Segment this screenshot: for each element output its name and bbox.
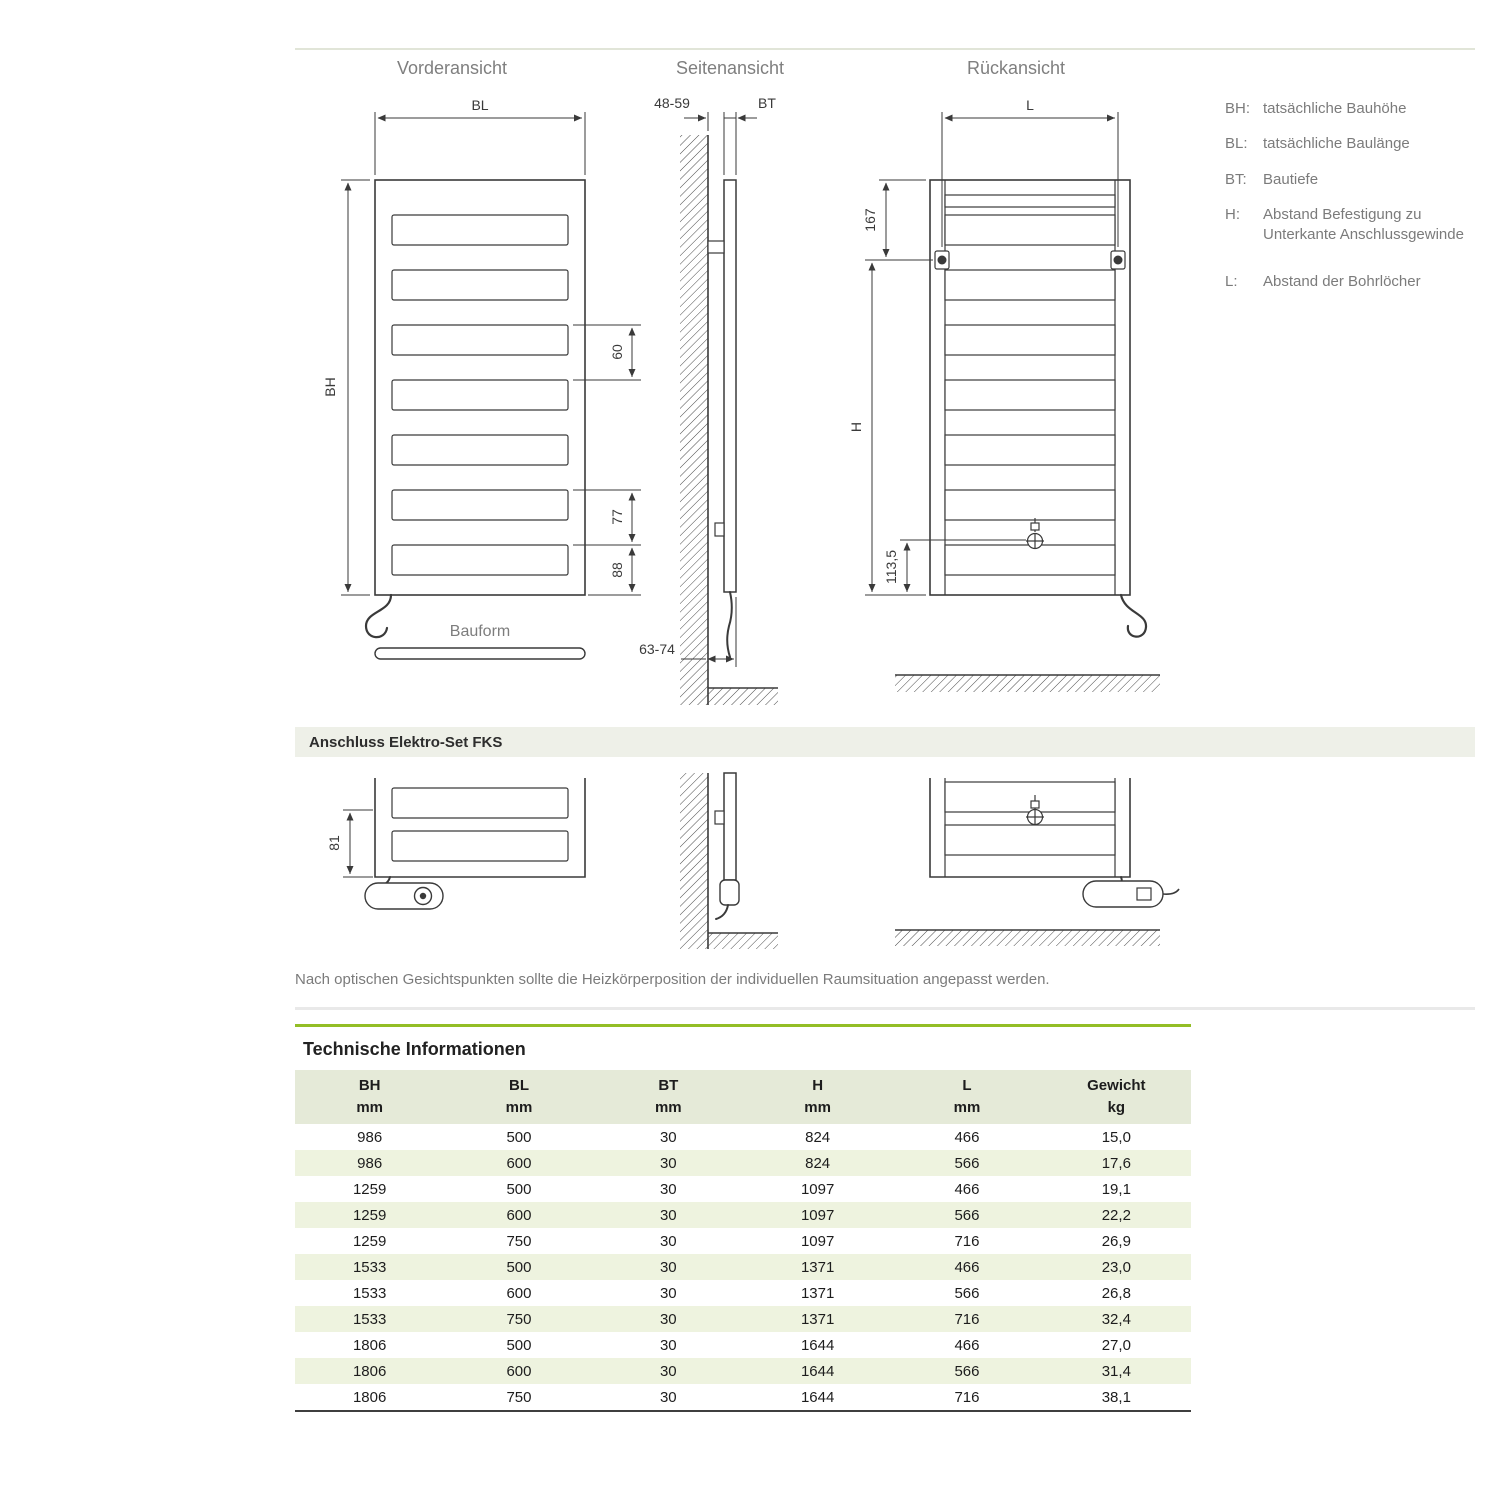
table-cell: 30 (594, 1254, 743, 1280)
radiator-profile-side (724, 180, 736, 592)
spec-table-head (295, 1070, 1191, 1124)
table-cell: 30 (659, 1284, 677, 1302)
elektro-set-drawing (295, 765, 1475, 965)
mid-divider (295, 1007, 1475, 1010)
valve-knob-side (715, 523, 724, 536)
column-label: Gewicht (1087, 1077, 1146, 1095)
table-cell: 1259 (352, 1232, 387, 1250)
table-cell: 30 (594, 1306, 743, 1332)
table-cell: 30 (594, 1202, 743, 1228)
table-row (295, 1228, 1191, 1254)
dim-label-bt: BT (758, 95, 776, 111)
elektro-section-header (295, 727, 1475, 757)
table-cell: 30 (659, 1180, 677, 1198)
table-cell: 600 (444, 1150, 593, 1176)
table-row (295, 1254, 1191, 1280)
power-cable-side (727, 592, 732, 657)
front-view-drawing (341, 112, 641, 659)
dim-label-81: 81 (326, 835, 342, 851)
table-cell: 750 (444, 1306, 593, 1332)
mounting-bracket-left-icon (935, 251, 949, 269)
table-cell: 22,2 (1042, 1202, 1191, 1228)
table-row (295, 1384, 1191, 1410)
table-cell: 27,0 (1101, 1336, 1131, 1354)
tech-info-title: Technische Informationen (303, 1039, 526, 1059)
table-cell: 1644 (800, 1336, 835, 1354)
column-unit: mm (505, 1099, 533, 1116)
table-cell: 566 (892, 1358, 1041, 1384)
table-cell: 600 (444, 1358, 593, 1384)
legend-item-bt (1225, 170, 1472, 190)
table-bottom-rule (295, 1410, 1191, 1412)
elektro-side-drawing (680, 773, 778, 949)
position-note: Nach optischen Gesichtspunkten sollte die Heizkörperposition der individuellen Raumsituation angepasst werden. (295, 971, 1050, 988)
header-row (295, 1070, 1191, 1124)
table-cell: 1259 (295, 1202, 444, 1228)
column-label: L (962, 1077, 972, 1095)
table-cell: 30 (594, 1150, 743, 1176)
elektro-front-dimension (343, 810, 373, 877)
table-row (295, 1124, 1191, 1150)
table-cell: 1806 (352, 1388, 387, 1406)
spec-table-body (295, 1124, 1191, 1410)
side-view-title: Seitenansicht (675, 58, 785, 78)
floor-hatch-rear (895, 675, 1160, 692)
table-cell: 1806 (295, 1358, 444, 1384)
table-cell: 1533 (352, 1284, 387, 1302)
legend-text: Bautiefe (1263, 170, 1319, 188)
table-cell: 26,8 (1101, 1284, 1131, 1302)
table-cell: 1097 (800, 1180, 835, 1198)
table-cell: 566 (954, 1284, 980, 1302)
column-unit: mm (804, 1099, 831, 1116)
front-view-title: Vorderansicht (396, 58, 508, 78)
radiator-profile-elektro-side (724, 773, 736, 880)
dim-label-77: 77 (609, 509, 625, 525)
tech-info-section (295, 1024, 1191, 1412)
wall-hatch-elektro (680, 773, 708, 949)
power-cable-rear (1121, 595, 1146, 637)
table-cell: 600 (444, 1202, 593, 1228)
legend-key: L: (1225, 273, 1238, 291)
table-cell: 716 (954, 1388, 980, 1406)
dim-label-60: 60 (609, 344, 625, 360)
table-cell: 566 (892, 1202, 1041, 1228)
power-cable-front (366, 595, 391, 637)
column-header-bh (295, 1070, 444, 1124)
table-cell: 986 (295, 1150, 444, 1176)
valve-knob-elektro-side (715, 811, 724, 824)
dim-label-wall-gap: 48-59 (654, 95, 690, 111)
wall-hatch (680, 135, 708, 705)
table-row (295, 1332, 1191, 1358)
table-cell: 466 (954, 1180, 980, 1198)
dim-label-113-5: 113,5 (883, 550, 899, 584)
wall-bracket-side (708, 241, 724, 253)
table-cell: 716 (954, 1232, 980, 1250)
column-label: BT (658, 1077, 679, 1095)
table-cell: 30 (659, 1336, 677, 1354)
table-cell: 600 (506, 1284, 532, 1302)
table-cell: 1644 (800, 1388, 835, 1406)
legend-item-bh (1225, 99, 1472, 119)
table-cell: 1533 (295, 1254, 444, 1280)
table-row (295, 1202, 1191, 1228)
table-cell: 466 (954, 1336, 980, 1354)
rear-view-title: Rückansicht (966, 58, 1066, 78)
dim-label-floor: 63-74 (639, 641, 675, 657)
table-cell: 1371 (743, 1306, 892, 1332)
table-cell: 750 (506, 1232, 532, 1250)
dim-label-bh: BH (322, 377, 338, 397)
side-view-drawing (680, 112, 778, 705)
table-cell: 824 (805, 1128, 831, 1146)
column-unit: kg (1107, 1099, 1126, 1116)
accent-rule (295, 1024, 1191, 1027)
table-cell: 19,1 (1101, 1180, 1131, 1198)
table-cell: 824 (743, 1150, 892, 1176)
table-cell: 32,4 (1042, 1306, 1191, 1332)
bauform-profile (375, 648, 585, 659)
table-cell: 1097 (800, 1232, 835, 1250)
elektro-set-rear-icon (1083, 881, 1179, 907)
mounting-bracket-right-icon (1111, 251, 1125, 269)
legend-item-bl (1225, 134, 1472, 154)
table-cell: 38,1 (1101, 1388, 1131, 1406)
floor-hatch-elektro-rear (895, 930, 1160, 946)
table-cell: 1371 (800, 1284, 835, 1302)
table-cell: 1533 (295, 1306, 444, 1332)
table-cell: 500 (506, 1336, 532, 1354)
rear-view-drawing (865, 112, 1160, 692)
column-unit: mm (953, 1099, 981, 1116)
top-divider (295, 48, 1475, 50)
dim-label-h: H (848, 421, 864, 433)
table-cell: 30 (659, 1128, 677, 1146)
legend-text: tatsächliche Baulänge (1263, 135, 1410, 153)
table-row (295, 1280, 1191, 1306)
column-header-bt (594, 1070, 743, 1124)
legend-text: tatsächliche Bauhöhe (1263, 100, 1407, 117)
table-cell: 986 (357, 1128, 383, 1146)
column-header-bl (444, 1070, 593, 1124)
column-label: BH (358, 1077, 381, 1095)
table-row (295, 1176, 1191, 1202)
legend-item-h (1225, 205, 1472, 246)
table-cell: 500 (506, 1180, 532, 1198)
table-cell: 750 (506, 1388, 532, 1406)
floor-hatch-elektro-side (708, 933, 778, 949)
table-cell: 17,6 (1042, 1150, 1191, 1176)
elektro-rear-drawing (895, 778, 1179, 946)
table-cell: 716 (892, 1306, 1041, 1332)
column-label: H (812, 1077, 824, 1095)
legend-key: BH: (1225, 100, 1251, 117)
heating-element-side-icon (720, 880, 739, 905)
column-header-l (892, 1070, 1041, 1124)
table-cell: 31,4 (1042, 1358, 1191, 1384)
table-row (295, 1358, 1191, 1384)
bauform-label: Bauform (449, 623, 511, 640)
legend-item-l (1225, 272, 1472, 292)
floor-hatch-side (708, 688, 778, 705)
table-cell: 566 (892, 1150, 1041, 1176)
column-unit: mm (356, 1099, 383, 1116)
dim-label-88: 88 (609, 562, 625, 578)
table-row (295, 1150, 1191, 1176)
elektro-set-front-icon (365, 883, 443, 909)
table-cell: 466 (954, 1128, 980, 1146)
column-label: BL (508, 1077, 529, 1095)
table-cell: 466 (892, 1254, 1041, 1280)
table-cell: 1371 (743, 1254, 892, 1280)
table-cell: 23,0 (1042, 1254, 1191, 1280)
table-cell: 26,9 (1101, 1232, 1131, 1250)
table-row (295, 1306, 1191, 1332)
spec-table (295, 1070, 1191, 1410)
column-header-h (743, 1070, 892, 1124)
table-cell: 1097 (743, 1202, 892, 1228)
table-cell: 1806 (352, 1336, 387, 1354)
table-cell: 30 (659, 1232, 677, 1250)
legend-key: BT: (1225, 170, 1247, 188)
elektro-section-title: Anschluss Elektro-Set FKS (309, 733, 503, 751)
table-cell: 1644 (743, 1358, 892, 1384)
column-header-gewicht (1042, 1070, 1191, 1124)
elektro-cable-side (716, 905, 728, 919)
table-cell: 500 (506, 1128, 532, 1146)
legend-key: BL: (1225, 135, 1248, 153)
legend-text: Abstand der Bohrlöcher (1263, 273, 1421, 291)
legend (1225, 99, 1472, 308)
table-cell: 30 (659, 1388, 677, 1406)
table-cell: 1259 (352, 1180, 387, 1198)
column-unit: mm (654, 1099, 682, 1116)
legend-text: Abstand Befestigung zu Unterkante Anschlussgewinde (1263, 205, 1464, 243)
table-cell: 500 (444, 1254, 593, 1280)
dim-label-bl: BL (471, 97, 489, 113)
dim-label-167: 167 (862, 208, 878, 232)
legend-key: H: (1225, 205, 1240, 223)
dim-label-l: L (1026, 97, 1034, 113)
elektro-front-drawing (343, 778, 585, 909)
table-cell: 15,0 (1101, 1128, 1131, 1146)
table-cell: 30 (594, 1358, 743, 1384)
